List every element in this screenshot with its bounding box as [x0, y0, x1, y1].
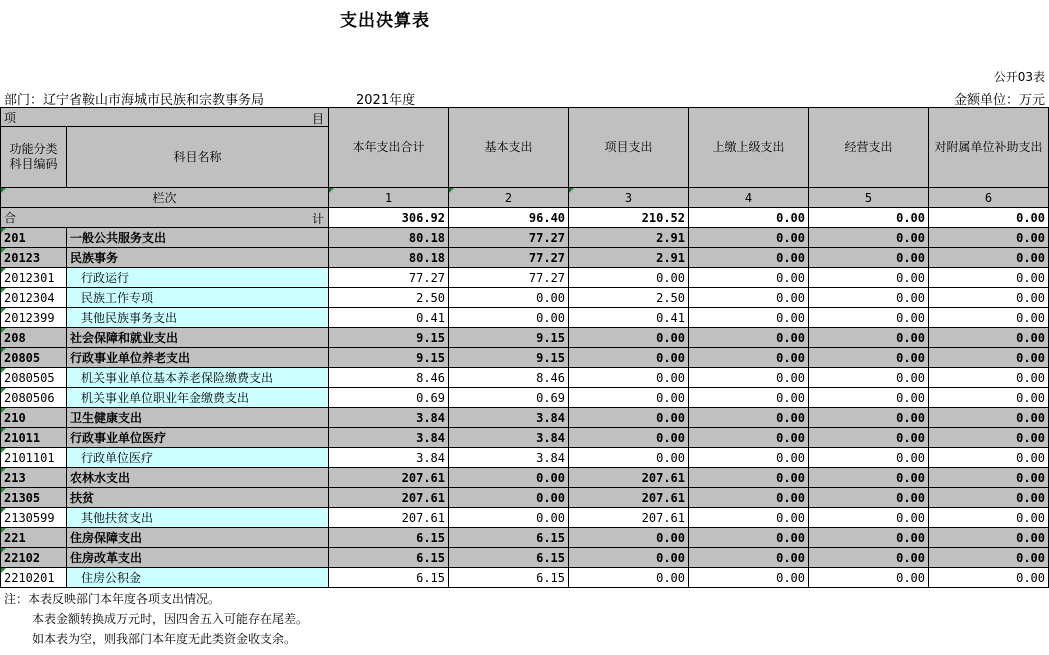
row-value: 0.00 — [809, 428, 929, 448]
row-value: 0.00 — [569, 428, 689, 448]
row-subject-name: 扶贫 — [67, 488, 329, 508]
row-value: 3.84 — [449, 428, 569, 448]
total-value: 96.40 — [449, 208, 569, 228]
row-value: 0.00 — [449, 488, 569, 508]
header-xiang-mu-cell — [1, 108, 329, 127]
row-subject-name: 行政单位医疗 — [67, 448, 329, 468]
public-table-number: 公开03表 — [993, 70, 1045, 84]
year-label: 2021年度 — [356, 93, 416, 108]
row-value: 0.00 — [569, 328, 689, 348]
row-subject-name: 社会保障和就业支出 — [67, 328, 329, 348]
row-value: 2.91 — [569, 228, 689, 248]
row-code: 2101101 — [1, 448, 67, 468]
row-value: 0.00 — [809, 408, 929, 428]
row-value: 0.00 — [689, 368, 809, 388]
row-value: 0.69 — [449, 388, 569, 408]
row-code: 21011 — [1, 428, 67, 448]
row-value: 77.27 — [449, 268, 569, 288]
row-value: 0.00 — [929, 368, 1049, 388]
note-line: 如本表为空，则我部门本年度无此类资金收支余。 — [32, 632, 297, 646]
row-code: 2012399 — [1, 308, 67, 328]
row-value: 0.00 — [809, 268, 929, 288]
total-value: 306.92 — [329, 208, 449, 228]
row-value: 0.00 — [809, 548, 929, 568]
header-col-4: 上缴上级支出 — [689, 108, 809, 188]
row-value: 0.00 — [929, 308, 1049, 328]
table-row — [1, 228, 1049, 248]
row-code: 2012304 — [1, 288, 67, 308]
row-value: 0.00 — [929, 568, 1049, 588]
row-value: 0.00 — [569, 548, 689, 568]
row-value: 0.00 — [689, 548, 809, 568]
row-value: 0.00 — [689, 268, 809, 288]
col-number: 3 — [569, 188, 689, 208]
row-value: 0.00 — [929, 528, 1049, 548]
header-col-3: 项目支出 — [569, 108, 689, 188]
row-subject-name: 行政运行 — [67, 268, 329, 288]
row-value: 77.27 — [329, 268, 449, 288]
row-subject-name: 住房保障支出 — [67, 528, 329, 548]
table-row — [1, 568, 1049, 588]
total-value: 0.00 — [929, 208, 1049, 228]
total-value: 0.00 — [809, 208, 929, 228]
department-label: 部门：辽宁省鞍山市海城市民族和宗教事务局 — [4, 93, 265, 108]
row-value: 207.61 — [569, 468, 689, 488]
row-value: 0.00 — [929, 288, 1049, 308]
row-value: 3.84 — [329, 428, 449, 448]
header-col-2: 基本支出 — [449, 108, 569, 188]
table-row — [1, 388, 1049, 408]
row-value: 0.00 — [689, 468, 809, 488]
row-value: 0.00 — [809, 528, 929, 548]
row-code: 2130599 — [1, 508, 67, 528]
row-value: 0.00 — [689, 408, 809, 428]
row-value: 9.15 — [329, 328, 449, 348]
amount-unit-label: 金额单位：万元 — [953, 93, 1045, 108]
row-value: 0.69 — [329, 388, 449, 408]
row-value: 3.84 — [449, 448, 569, 468]
row-value: 0.00 — [809, 248, 929, 268]
header-col-5: 经营支出 — [809, 108, 929, 188]
row-code: 21305 — [1, 488, 67, 508]
col-number: 4 — [689, 188, 809, 208]
row-value: 207.61 — [329, 508, 449, 528]
table-row — [1, 468, 1049, 488]
row-value: 0.00 — [689, 228, 809, 248]
col-number: 1 — [329, 188, 449, 208]
row-value: 2.91 — [569, 248, 689, 268]
row-subject-name: 行政事业单位养老支出 — [67, 348, 329, 368]
row-value: 0.00 — [929, 408, 1049, 428]
row-code: 2012301 — [1, 268, 67, 288]
row-subject-name: 其他民族事务支出 — [67, 308, 329, 328]
row-value: 9.15 — [449, 348, 569, 368]
row-value: 0.00 — [689, 388, 809, 408]
row-value: 77.27 — [449, 248, 569, 268]
row-value: 0.41 — [569, 308, 689, 328]
row-code: 201 — [1, 228, 67, 248]
row-value: 0.00 — [449, 468, 569, 488]
row-value: 6.15 — [449, 548, 569, 568]
row-value: 0.00 — [929, 388, 1049, 408]
row-value: 207.61 — [329, 468, 449, 488]
row-value: 0.00 — [689, 428, 809, 448]
row-subject-name: 农林水支出 — [67, 468, 329, 488]
row-value: 9.15 — [449, 328, 569, 348]
row-code: 20123 — [1, 248, 67, 268]
row-value: 80.18 — [329, 228, 449, 248]
row-value: 0.00 — [689, 568, 809, 588]
row-value: 0.00 — [929, 488, 1049, 508]
col-number: 5 — [809, 188, 929, 208]
header-mu: 目 — [312, 112, 325, 126]
row-code: 210 — [1, 408, 67, 428]
row-value: 0.00 — [689, 348, 809, 368]
row-value: 0.00 — [449, 288, 569, 308]
row-value: 0.00 — [569, 388, 689, 408]
total-value: 210.52 — [569, 208, 689, 228]
row-subject-name: 民族工作专项 — [67, 288, 329, 308]
row-value: 0.00 — [689, 288, 809, 308]
row-value: 207.61 — [329, 488, 449, 508]
total-label-left: 合 — [4, 211, 17, 225]
row-subject-name: 机关事业单位基本养老保险缴费支出 — [67, 368, 329, 388]
table-row — [1, 528, 1049, 548]
row-value: 77.27 — [449, 228, 569, 248]
row-value: 2.50 — [329, 288, 449, 308]
table-row — [1, 428, 1049, 448]
row-value: 207.61 — [569, 508, 689, 528]
row-value: 0.00 — [449, 308, 569, 328]
row-value: 0.00 — [929, 328, 1049, 348]
row-value: 8.46 — [329, 368, 449, 388]
row-value: 0.00 — [809, 328, 929, 348]
table-row — [1, 488, 1049, 508]
row-value: 0.00 — [689, 488, 809, 508]
row-code: 213 — [1, 468, 67, 488]
table-row — [1, 408, 1049, 428]
row-value: 0.00 — [449, 508, 569, 528]
row-code: 20805 — [1, 348, 67, 368]
row-value: 0.00 — [569, 528, 689, 548]
header-subject-name: 科目名称 — [67, 127, 329, 188]
row-value: 0.00 — [569, 348, 689, 368]
table-row — [1, 368, 1049, 388]
row-value: 0.00 — [569, 568, 689, 588]
table-row — [1, 308, 1049, 328]
row-value: 0.00 — [809, 508, 929, 528]
row-value: 6.15 — [329, 568, 449, 588]
note-line: 注：本表反映部门本年度各项支出情况。 — [4, 592, 221, 606]
row-value: 80.18 — [329, 248, 449, 268]
col-number: 6 — [929, 188, 1049, 208]
row-value: 0.00 — [689, 328, 809, 348]
total-row — [1, 208, 1049, 228]
table-row — [1, 548, 1049, 568]
row-value: 0.00 — [689, 248, 809, 268]
col-number: 2 — [449, 188, 569, 208]
row-value: 6.15 — [329, 528, 449, 548]
row-code: 208 — [1, 328, 67, 348]
lanci-row — [1, 188, 1049, 208]
row-value: 0.00 — [929, 228, 1049, 248]
header-col-6: 对附属单位补助支出 — [929, 108, 1049, 188]
row-value: 0.00 — [569, 368, 689, 388]
table-row — [1, 288, 1049, 308]
row-value: 0.00 — [689, 508, 809, 528]
table-row — [1, 508, 1049, 528]
row-value: 6.15 — [449, 528, 569, 548]
row-value: 0.00 — [929, 248, 1049, 268]
row-value: 2.50 — [569, 288, 689, 308]
row-subject-name: 其他扶贫支出 — [67, 508, 329, 528]
row-value: 0.00 — [809, 348, 929, 368]
row-code: 2080506 — [1, 388, 67, 408]
row-value: 0.00 — [689, 308, 809, 328]
row-value: 3.84 — [329, 408, 449, 428]
row-subject-name: 机关事业单位职业年金缴费支出 — [67, 388, 329, 408]
row-value: 0.00 — [929, 348, 1049, 368]
row-value: 0.00 — [569, 268, 689, 288]
total-value: 0.00 — [689, 208, 809, 228]
table-row — [1, 448, 1049, 468]
table-row — [1, 248, 1049, 268]
row-subject-name: 卫生健康支出 — [67, 408, 329, 428]
expenditure-table — [0, 107, 1049, 588]
header-func-code: 功能分类科目编码 — [1, 127, 67, 188]
row-value: 0.00 — [809, 388, 929, 408]
total-label-cell — [1, 208, 329, 228]
row-value: 0.00 — [809, 448, 929, 468]
row-code: 22102 — [1, 548, 67, 568]
header-row-top — [1, 108, 1049, 127]
row-value: 0.00 — [809, 228, 929, 248]
row-value: 0.00 — [809, 488, 929, 508]
row-subject-name: 住房改革支出 — [67, 548, 329, 568]
row-subject-name: 民族事务 — [67, 248, 329, 268]
row-value: 6.15 — [449, 568, 569, 588]
row-value: 0.00 — [569, 408, 689, 428]
lanci-label: 栏次 — [1, 188, 329, 208]
row-subject-name: 行政事业单位医疗 — [67, 428, 329, 448]
row-code: 2080505 — [1, 368, 67, 388]
notes-section — [4, 589, 308, 649]
total-label-right: 计 — [312, 212, 325, 226]
row-value: 0.00 — [809, 308, 929, 328]
row-code: 2210201 — [1, 568, 67, 588]
table-row — [1, 268, 1049, 288]
row-value: 207.61 — [569, 488, 689, 508]
row-value: 0.00 — [929, 448, 1049, 468]
row-value: 3.84 — [449, 408, 569, 428]
row-value: 0.00 — [809, 288, 929, 308]
row-code: 221 — [1, 528, 67, 548]
row-value: 9.15 — [329, 348, 449, 368]
row-value: 0.00 — [809, 568, 929, 588]
row-value: 8.46 — [449, 368, 569, 388]
row-subject-name: 住房公积金 — [67, 568, 329, 588]
row-subject-name: 一般公共服务支出 — [67, 228, 329, 248]
row-value: 0.00 — [929, 508, 1049, 528]
row-value: 0.00 — [689, 528, 809, 548]
row-value: 0.00 — [809, 468, 929, 488]
row-value: 3.84 — [329, 448, 449, 468]
row-value: 0.00 — [929, 548, 1049, 568]
row-value: 0.41 — [329, 308, 449, 328]
note-line: 本表金额转换成万元时，因四舍五入可能存在尾差。 — [32, 612, 309, 626]
table-row — [1, 348, 1049, 368]
header-col-1: 本年支出合计 — [329, 108, 449, 188]
header-xiang: 项 — [4, 110, 17, 125]
page-title: 支出决算表 — [340, 11, 430, 31]
row-value: 0.00 — [689, 448, 809, 468]
row-value: 0.00 — [929, 268, 1049, 288]
row-value: 6.15 — [329, 548, 449, 568]
row-value: 0.00 — [929, 468, 1049, 488]
row-value: 0.00 — [809, 368, 929, 388]
row-value: 0.00 — [929, 428, 1049, 448]
row-value: 0.00 — [569, 448, 689, 468]
table-row — [1, 328, 1049, 348]
